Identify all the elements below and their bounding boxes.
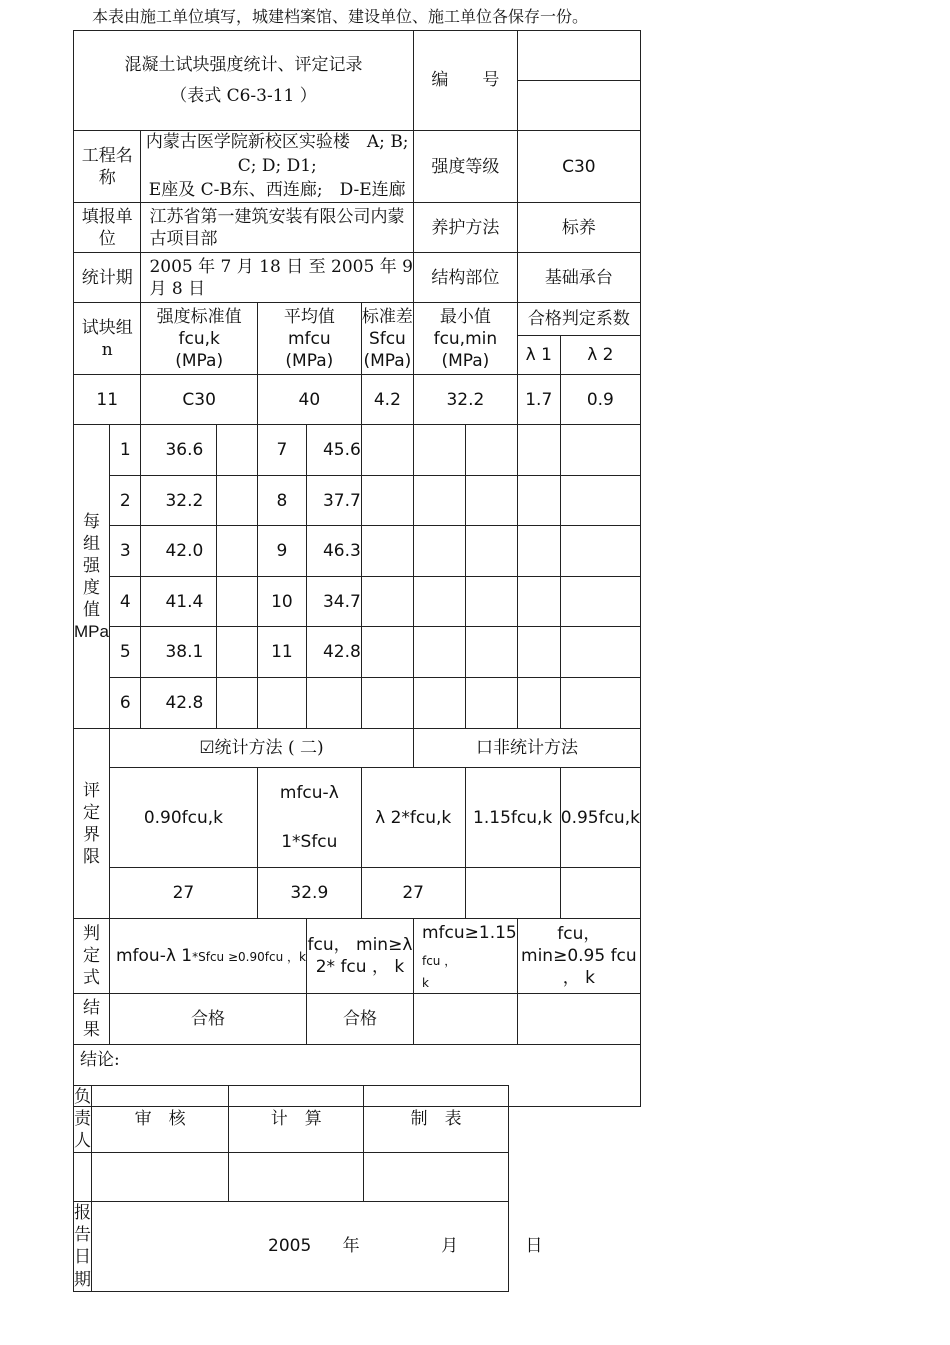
judge-formula-1-main: mfou-λ 1 <box>115 946 193 967</box>
blank-cell <box>465 627 517 678</box>
blank-cell <box>361 425 413 476</box>
min-header <box>413 303 517 375</box>
review-label: 审 核 <box>92 1086 229 1153</box>
result-2: 合格 <box>306 994 413 1045</box>
grade-value: C30 <box>517 131 640 203</box>
nonstat-method-checkbox[interactable]: 口非统计方法 <box>413 729 640 768</box>
blank-cell <box>465 476 517 526</box>
judge-formula-3-tail: k <box>421 975 429 990</box>
group-row <box>74 526 641 577</box>
group-value: 38.1 <box>141 627 216 678</box>
group-row <box>74 678 641 729</box>
curing-value: 标养 <box>517 203 640 253</box>
limits-label-char: 限 <box>82 846 100 867</box>
min-header-3: (MPa) <box>441 350 490 371</box>
limit-value-3: 27 <box>361 868 465 919</box>
blank-cell <box>413 627 465 678</box>
project-name-line2: E座及 C-B东、西连廊; D-E连廊 <box>148 179 406 200</box>
record-table <box>73 30 641 1107</box>
group-label-char: 值 <box>82 599 100 620</box>
report-date-label: 报告日期 <box>74 1203 91 1290</box>
tabulate-label: 制 表 <box>364 1086 509 1153</box>
part-label: 结构部位 <box>413 253 517 303</box>
blank-cell <box>517 476 560 526</box>
result-3 <box>413 994 517 1045</box>
group-value: 46.3 <box>306 526 361 577</box>
group-no: 5 <box>109 627 141 678</box>
limit-formula-2-line1: mfcu-λ <box>279 782 339 803</box>
judge-label-char: 判 <box>82 924 100 945</box>
group-no: 6 <box>109 678 141 729</box>
group-value: 36.6 <box>141 425 216 476</box>
blank-cell <box>560 868 640 919</box>
blank-cell <box>413 678 465 729</box>
blank-cell <box>517 526 560 577</box>
mfcu-header-3: (MPa) <box>285 350 334 371</box>
blank-cell <box>216 678 257 729</box>
project-name-label: 工程名称 <box>74 131 141 203</box>
blank-cell <box>216 627 257 678</box>
limit-formula-2 <box>257 768 361 868</box>
responsible-label: 负 责 人 <box>74 1087 91 1152</box>
limit-formula-5: 0.95fcu,k <box>560 768 640 868</box>
judge-formula-3-main: mfcu≥1.15 <box>421 922 517 943</box>
limit-value-2: 32.9 <box>257 868 361 919</box>
group-no: 4 <box>109 577 141 627</box>
min-header-2: fcu,min <box>433 328 498 349</box>
blank-cell <box>216 526 257 577</box>
report-day-unit: 日 <box>525 1236 543 1257</box>
project-name-line1: 内蒙古医学院新校区实验楼 A; B; C; D; D1; <box>145 132 409 176</box>
blank-cell <box>413 425 465 476</box>
blank-cell <box>216 425 257 476</box>
group-value: 34.7 <box>306 577 361 627</box>
number-field-2[interactable] <box>517 81 640 131</box>
group-value: 41.4 <box>141 577 216 627</box>
form-code: （表式 C6-3-11 ） <box>170 85 317 106</box>
group-value: 42.0 <box>141 526 216 577</box>
form-title-cell <box>74 31 414 131</box>
min-header-1: 最小值 <box>439 306 491 327</box>
blank-cell <box>560 476 640 526</box>
result-label <box>74 994 110 1045</box>
sfcu-value: 4.2 <box>361 375 413 425</box>
project-name-cell <box>141 131 414 203</box>
min-value: 32.2 <box>413 375 517 425</box>
coef-header: 合格判定系数 <box>517 303 640 336</box>
limit-formula-2-line2: 1*Sfcu <box>281 831 338 852</box>
blank-cell <box>560 577 640 627</box>
blank-cell <box>560 526 640 577</box>
limit-value-1: 27 <box>109 868 257 919</box>
limit-formula-4: 1.15fcu,k <box>465 768 560 868</box>
result-4 <box>517 994 640 1045</box>
report-year-unit: 年 <box>342 1236 360 1257</box>
form-note: 本表由施工单位填写，城建档案馆、建设单位、施工单位各保存一份。 <box>92 7 589 26</box>
mfcu-header <box>257 303 361 375</box>
blank-cell <box>560 425 640 476</box>
group-label-char: 每 <box>82 511 100 532</box>
calc-label: 计 算 <box>229 1086 364 1153</box>
limits-label <box>74 729 110 919</box>
mfcu-header-1: 平均值 <box>283 306 335 327</box>
judge-formula-2: fcu， min≥λ 2* fcu ， k <box>306 919 413 994</box>
judge-formula-1-sub: *Sfcu ≥0.90fcu ，k <box>192 950 306 965</box>
group-value: 42.8 <box>141 678 216 729</box>
report-date <box>92 1202 543 1291</box>
sfcu-header <box>361 303 413 375</box>
group-value: 37.7 <box>306 476 361 526</box>
result-label-char: 果 <box>82 1020 100 1041</box>
number-field-1[interactable] <box>517 31 640 81</box>
grade-label: 强度等级 <box>413 131 517 203</box>
group-row <box>74 425 641 476</box>
responsible-sign[interactable] <box>74 1153 92 1202</box>
group-row <box>74 577 641 627</box>
lambda1-header: λ 1 <box>517 336 560 375</box>
group-row <box>74 627 641 678</box>
calc-sign[interactable] <box>229 1153 364 1202</box>
sfcu-header-1: 标准差 <box>361 306 413 327</box>
blank-cell <box>361 476 413 526</box>
blank-cell <box>560 678 640 729</box>
group-label-char: 组 <box>82 533 100 554</box>
blank-cell <box>413 476 465 526</box>
n-value: 11 <box>74 375 141 425</box>
judge-label-char: 定 <box>82 946 100 967</box>
group-no: 2 <box>109 476 141 526</box>
tabulate-sign[interactable] <box>364 1153 509 1202</box>
blank-cell <box>413 577 465 627</box>
group-no: 7 <box>257 425 306 476</box>
limits-label-char: 评 <box>82 780 100 801</box>
fcuk-header-3: (MPa) <box>175 350 224 371</box>
group-value <box>306 678 361 729</box>
limit-formula-3: λ 2*fcu,k <box>361 768 465 868</box>
blank-cell <box>517 627 560 678</box>
blank-cell <box>517 577 560 627</box>
blank-cell <box>216 577 257 627</box>
group-no: 8 <box>257 476 306 526</box>
group-value: 45.6 <box>306 425 361 476</box>
curing-label: 养护方法 <box>413 203 517 253</box>
judge-formula-1 <box>109 919 306 994</box>
blank-cell <box>361 526 413 577</box>
group-label <box>74 425 110 729</box>
report-year: 2005 <box>268 1236 312 1257</box>
mfcu-header-2: mfcu <box>288 328 331 349</box>
result-label-char: 结 <box>82 998 100 1019</box>
form-title: 混凝土试块强度统计、评定记录 <box>124 55 363 76</box>
group-row <box>74 476 641 526</box>
blank-cell <box>465 868 560 919</box>
sfcu-header-2: Sfcu <box>368 328 406 349</box>
part-value: 基础承台 <box>517 253 640 303</box>
judge-label <box>74 919 110 994</box>
blank-cell <box>465 678 517 729</box>
fcuk-value: C30 <box>141 375 257 425</box>
fcuk-header-2: fcu,k <box>178 328 220 349</box>
judge-label-char: 式 <box>82 968 100 989</box>
judge-formula-3 <box>413 919 517 994</box>
group-value: 32.2 <box>141 476 216 526</box>
blank-cell <box>361 627 413 678</box>
period-label: 统计期 <box>74 253 141 303</box>
limits-label-char: 界 <box>82 824 100 845</box>
blank-cell <box>517 425 560 476</box>
judge-formula-4: fcu， min≥0.95 fcu ， k <box>517 919 640 994</box>
lambda2-value: 0.9 <box>560 375 640 425</box>
judge-formula-3-sub: fcu ， <box>421 953 457 968</box>
group-value: 42.8 <box>306 627 361 678</box>
n-label: 试块组 n <box>74 303 141 375</box>
blank-cell <box>413 526 465 577</box>
group-no: 9 <box>257 526 306 577</box>
report-month-unit: 月 <box>441 1236 459 1257</box>
limit-formula-1: 0.90fcu,k <box>109 768 257 868</box>
group-label-char: MPa <box>74 622 109 642</box>
blank-cell <box>361 678 413 729</box>
blank-cell <box>517 678 560 729</box>
blank-cell <box>216 476 257 526</box>
period-value: 2005 年 7 月 18 日 至 2005 年 9 月 8 日 <box>141 253 414 303</box>
blank-cell <box>560 627 640 678</box>
group-no <box>257 678 306 729</box>
blank-cell <box>361 577 413 627</box>
blank-cell <box>465 526 517 577</box>
group-label-char: 度 <box>82 577 100 598</box>
conclusion: 结论: <box>74 1045 641 1107</box>
group-no: 10 <box>257 577 306 627</box>
unit-value: 江苏省第一建筑安装有限公司内蒙古项目部 <box>141 203 414 253</box>
sfcu-header-3: (MPa) <box>363 350 412 371</box>
group-label-char: 强 <box>82 555 100 576</box>
blank-cell <box>465 577 517 627</box>
blank-cell <box>465 425 517 476</box>
lambda1-value: 1.7 <box>517 375 560 425</box>
signature-table <box>73 1085 543 1292</box>
group-no: 3 <box>109 526 141 577</box>
review-sign[interactable] <box>92 1153 229 1202</box>
fcuk-header-1: 强度标准值 <box>156 306 242 327</box>
limits-label-char: 定 <box>82 802 100 823</box>
unit-label: 填报单位 <box>74 203 141 253</box>
lambda2-header: λ 2 <box>560 336 640 375</box>
mfcu-value: 40 <box>257 375 361 425</box>
stat-method-checkbox[interactable]: ☑统计方法 ( 二) <box>109 729 413 768</box>
group-no: 11 <box>257 627 306 678</box>
fcuk-header <box>141 303 257 375</box>
number-label: 编 号 <box>413 31 517 131</box>
group-no: 1 <box>109 425 141 476</box>
result-1: 合格 <box>109 994 306 1045</box>
